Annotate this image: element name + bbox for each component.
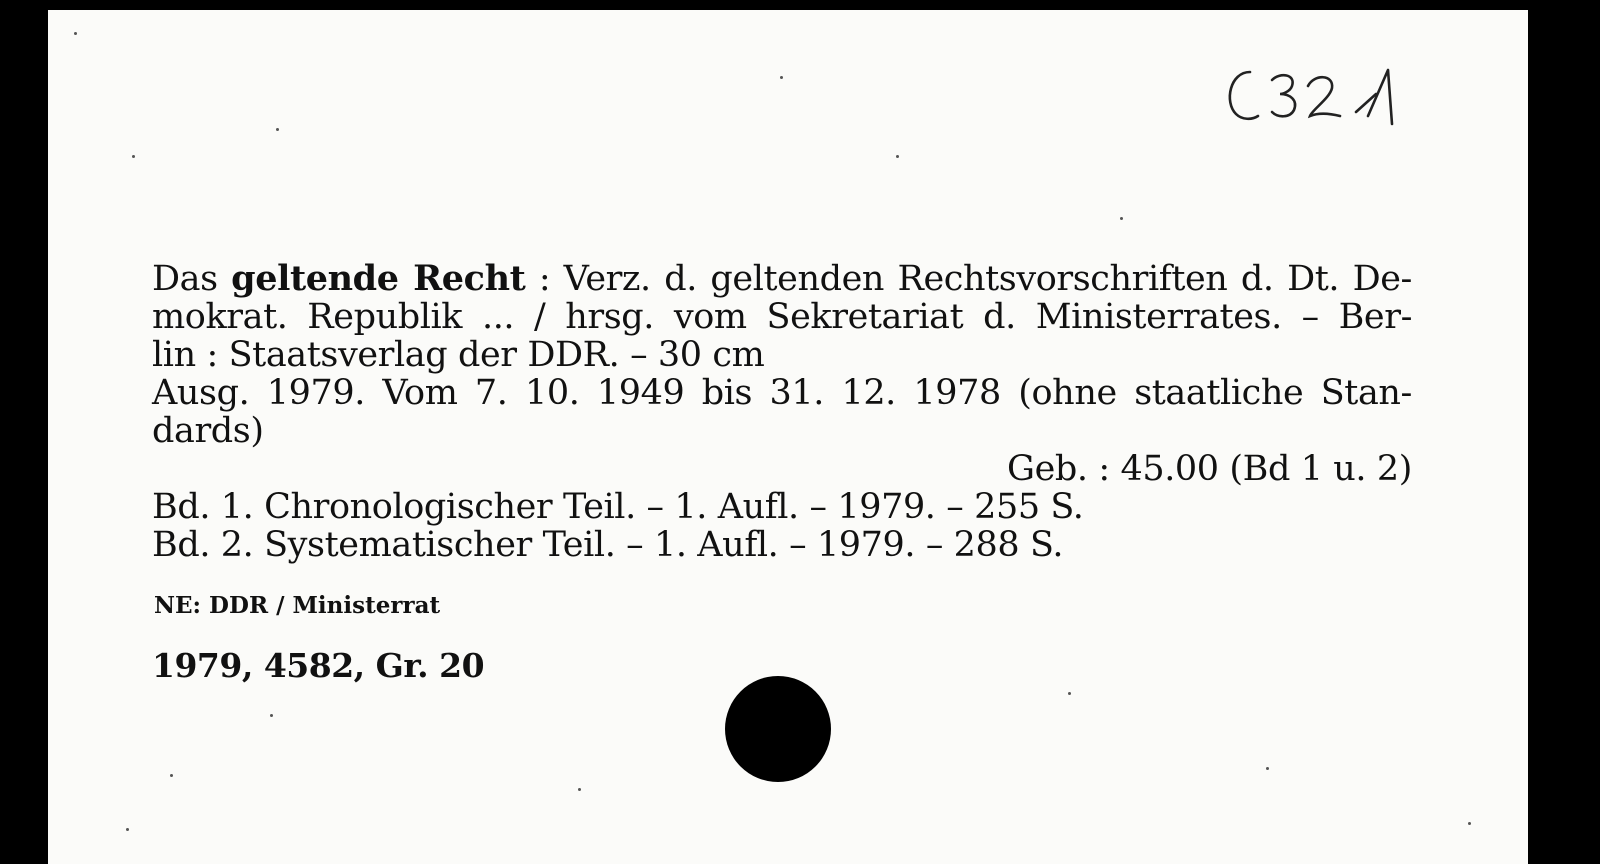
title-main: geltende Recht	[231, 258, 526, 299]
price-line: Geb. : 45.00 (Bd 1 u. 2)	[1007, 449, 1412, 489]
dust-speck	[896, 155, 899, 158]
volume-1-line: Bd. 1. Chronologischer Teil. – 1. Aufl. – 1979. – 255 S.	[152, 487, 1084, 527]
dust-speck	[1266, 767, 1269, 770]
title-line-1	[152, 260, 1412, 298]
dust-speck	[1468, 822, 1471, 825]
punch-hole	[725, 676, 831, 782]
dust-speck	[1120, 217, 1123, 220]
added-entry-note: NE: DDR / Ministerrat	[154, 592, 441, 619]
title-line-2: mokrat. Republik ... / hrsg. vom Sekretariat d. Ministerrates. – Ber-	[152, 297, 1412, 337]
card-top-edge	[48, 0, 1528, 10]
handwritten-shelfmark	[1216, 50, 1416, 150]
dust-speck	[276, 128, 279, 131]
edition-line-continued: dards)	[152, 411, 264, 451]
title-article: Das	[152, 259, 232, 299]
dust-speck	[270, 714, 273, 717]
dust-speck	[132, 155, 135, 158]
bibliographic-description	[152, 260, 1412, 564]
catalog-card	[48, 10, 1528, 864]
dust-speck	[170, 774, 173, 777]
dust-speck	[126, 828, 129, 831]
title-line-3: lin : Staatsverlag der DDR. – 30 cm	[152, 335, 765, 375]
edition-line: Ausg. 1979. Vom 7. 10. 1949 bis 31. 12. 1978 (ohne staatliche Stan-	[152, 373, 1412, 413]
volume-2-line: Bd. 2. Systematischer Teil. – 1. Aufl. – 1979. – 288 S.	[152, 525, 1064, 565]
accession-number: 1979, 4582, Gr. 20	[152, 646, 485, 685]
dust-speck	[578, 788, 581, 791]
handwritten-shelfmark-drawing	[1216, 50, 1416, 150]
dust-speck	[780, 76, 783, 79]
dust-speck	[1068, 692, 1071, 695]
dust-speck	[74, 32, 77, 35]
title-subtitle: : Verz. d. geltenden Rechtsvorschriften d. Dt. De-	[525, 259, 1412, 299]
